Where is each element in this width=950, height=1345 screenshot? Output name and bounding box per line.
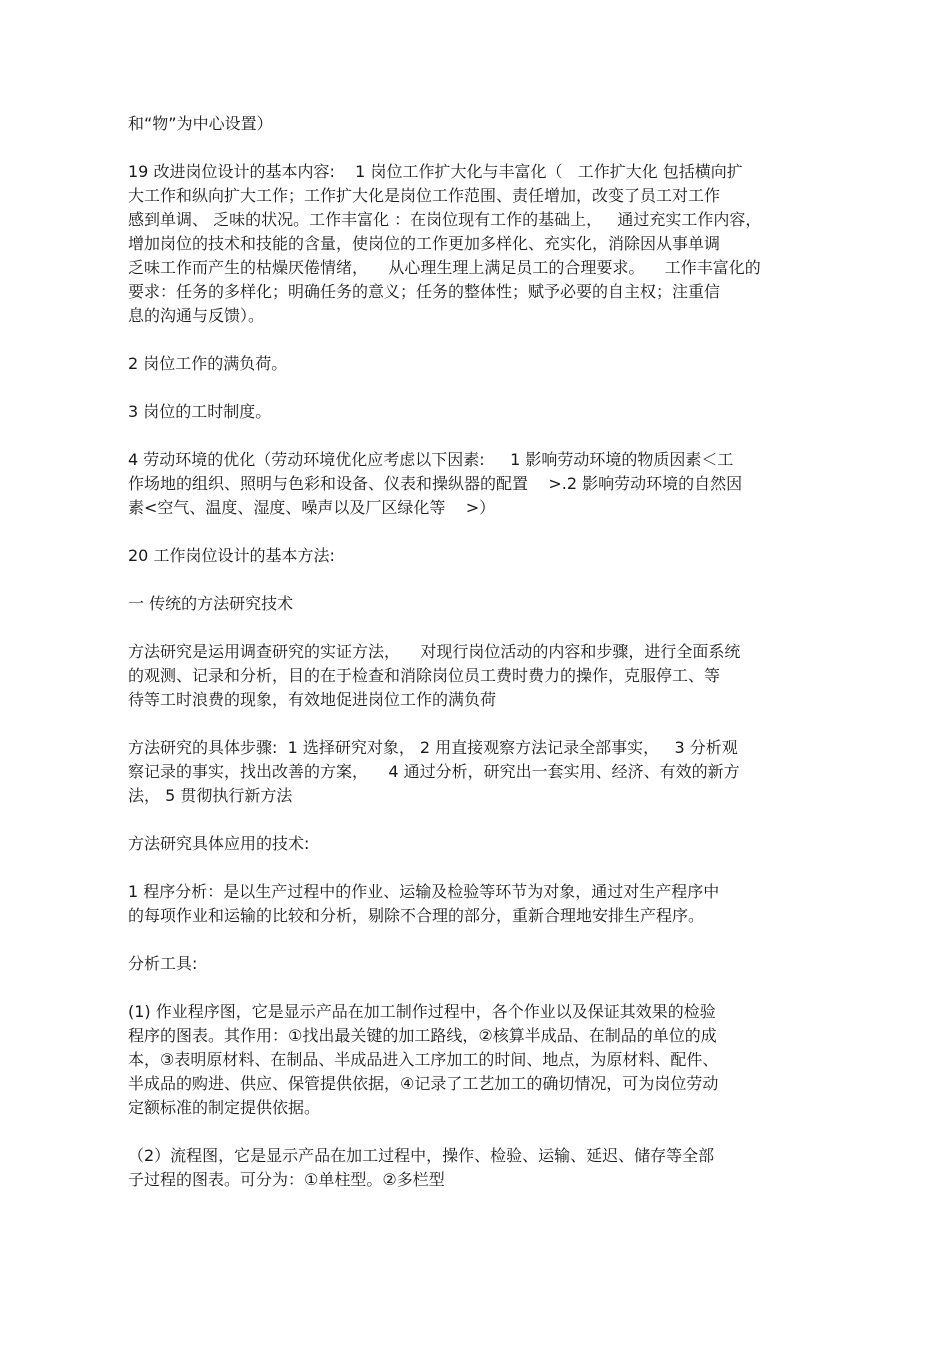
- text-line: 一 传统的方法研究技术: [128, 594, 294, 613]
- text-line: 息的沟通与反馈）。: [128, 306, 265, 325]
- text-line: 大工作和纵向扩大工作；工作扩大化是岗位工作范围、责任增加，改变了员工对工作: [128, 186, 721, 205]
- text-line: 程序的图表。其作用：①找出最关键的加工路线，②核算半成品、在制品的单位的成: [128, 1026, 717, 1045]
- text-line: 本，③表明原材料、在制品、半成品进入工序加工的时间、地点，为原材料、配件、: [128, 1050, 719, 1069]
- text-line: 要求：任务的多样化；明确任务的意义；任务的整体性；赋予必要的自主权；注重信: [128, 282, 721, 301]
- paragraph: [128, 112, 833, 136]
- paragraph: [128, 952, 833, 976]
- text-line: 乏味工作而产生的枯燥厌倦情绪， 从心理生理上满足员工的合理要求。 工作丰富化的: [128, 258, 761, 277]
- text-line: 作场地的组织、照明与色彩和设备、仪表和操纵器的配置 >.2 影响劳动环境的自然因: [128, 474, 743, 493]
- paragraph: [128, 832, 833, 856]
- paragraph: [128, 1144, 833, 1192]
- paragraph: [128, 640, 833, 712]
- paragraph: [128, 1000, 833, 1120]
- text-line: 半成品的购进、供应、保管提供依据，④记录了工艺加工的确切情况，可为岗位劳动: [128, 1074, 719, 1093]
- text-line: 4 劳动环境的优化（劳动环境优化应考虑以下因素: 1 影响劳动环境的物质因素＜工: [128, 450, 734, 469]
- text-line: 2 岗位工作的满负荷。: [128, 354, 288, 373]
- document-body: [128, 112, 833, 1216]
- text-line: （2）流程图，它是显示产品在加工过程中，操作、检验、运输、延迟、储存等全部: [128, 1146, 715, 1165]
- text-line: 法， 5 贯彻执行新方法: [128, 786, 293, 805]
- text-line: 的每项作业和运输的比较和分析，剔除不合理的部分，重新合理地安排生产程序。: [128, 906, 705, 925]
- text-line: 1 程序分析：是以生产过程中的作业、运输及检验等环节为对象，通过对生产程序中: [128, 882, 720, 901]
- paragraph: [128, 160, 833, 328]
- paragraph: [128, 736, 833, 808]
- text-line: 子过程的图表。可分为：①单柱型。②多栏型: [128, 1170, 445, 1189]
- text-line: (1) 作业程序图，它是显示产品在加工制作过程中，各个作业以及保证其效果的检验: [128, 1002, 716, 1021]
- paragraph: [128, 400, 833, 424]
- text-line: 方法研究是运用调查研究的实证方法， 对现行岗位活动的内容和步骤，进行全面系统: [128, 642, 741, 661]
- text-line: 素<空气、温度、湿度、噪声以及厂区绿化等 >）: [128, 498, 496, 517]
- text-line: 方法研究具体应用的技术:: [128, 834, 310, 853]
- text-line: 待等工时浪费的现象，有效地促进岗位工作的满负荷: [128, 690, 497, 709]
- paragraph: [128, 352, 833, 376]
- text-line: 察记录的事实，找出改善的方案， 4 通过分析，研究出一套实用、经济、有效的新方: [128, 762, 740, 781]
- paragraph: [128, 544, 833, 568]
- text-line: 19 改进岗位设计的基本内容: 1 岗位工作扩大化与丰富化（ 工作扩大化 包括横向扩: [128, 162, 743, 181]
- text-line: 分析工具:: [128, 954, 198, 973]
- paragraph: [128, 592, 833, 616]
- text-line: 3 岗位的工时制度。: [128, 402, 272, 421]
- text-line: 方法研究的具体步骤: 1 选择研究对象， 2 用直接观察方法记录全部事实， 3 分析观: [128, 738, 738, 757]
- paragraph: [128, 880, 833, 928]
- text-line: 定额标准的制定提供依据。: [128, 1098, 321, 1117]
- text-line: 20 工作岗位设计的基本方法:: [128, 546, 335, 565]
- paragraph: [128, 448, 833, 520]
- text-line: 的观测、记录和分析，目的在于检查和消除岗位员工费时费力的操作，克服停工、等: [128, 666, 721, 685]
- text-line: 增加岗位的技术和技能的含量，使岗位的工作更加多样化、充实化，消除因从事单调: [128, 234, 721, 253]
- text-line: 感到单调、 乏味的状况。工作丰富化 ：在岗位现有工作的基础上， 通过充实工作内容，: [128, 210, 762, 229]
- text-line: 和“物”为中心设置）: [128, 114, 273, 133]
